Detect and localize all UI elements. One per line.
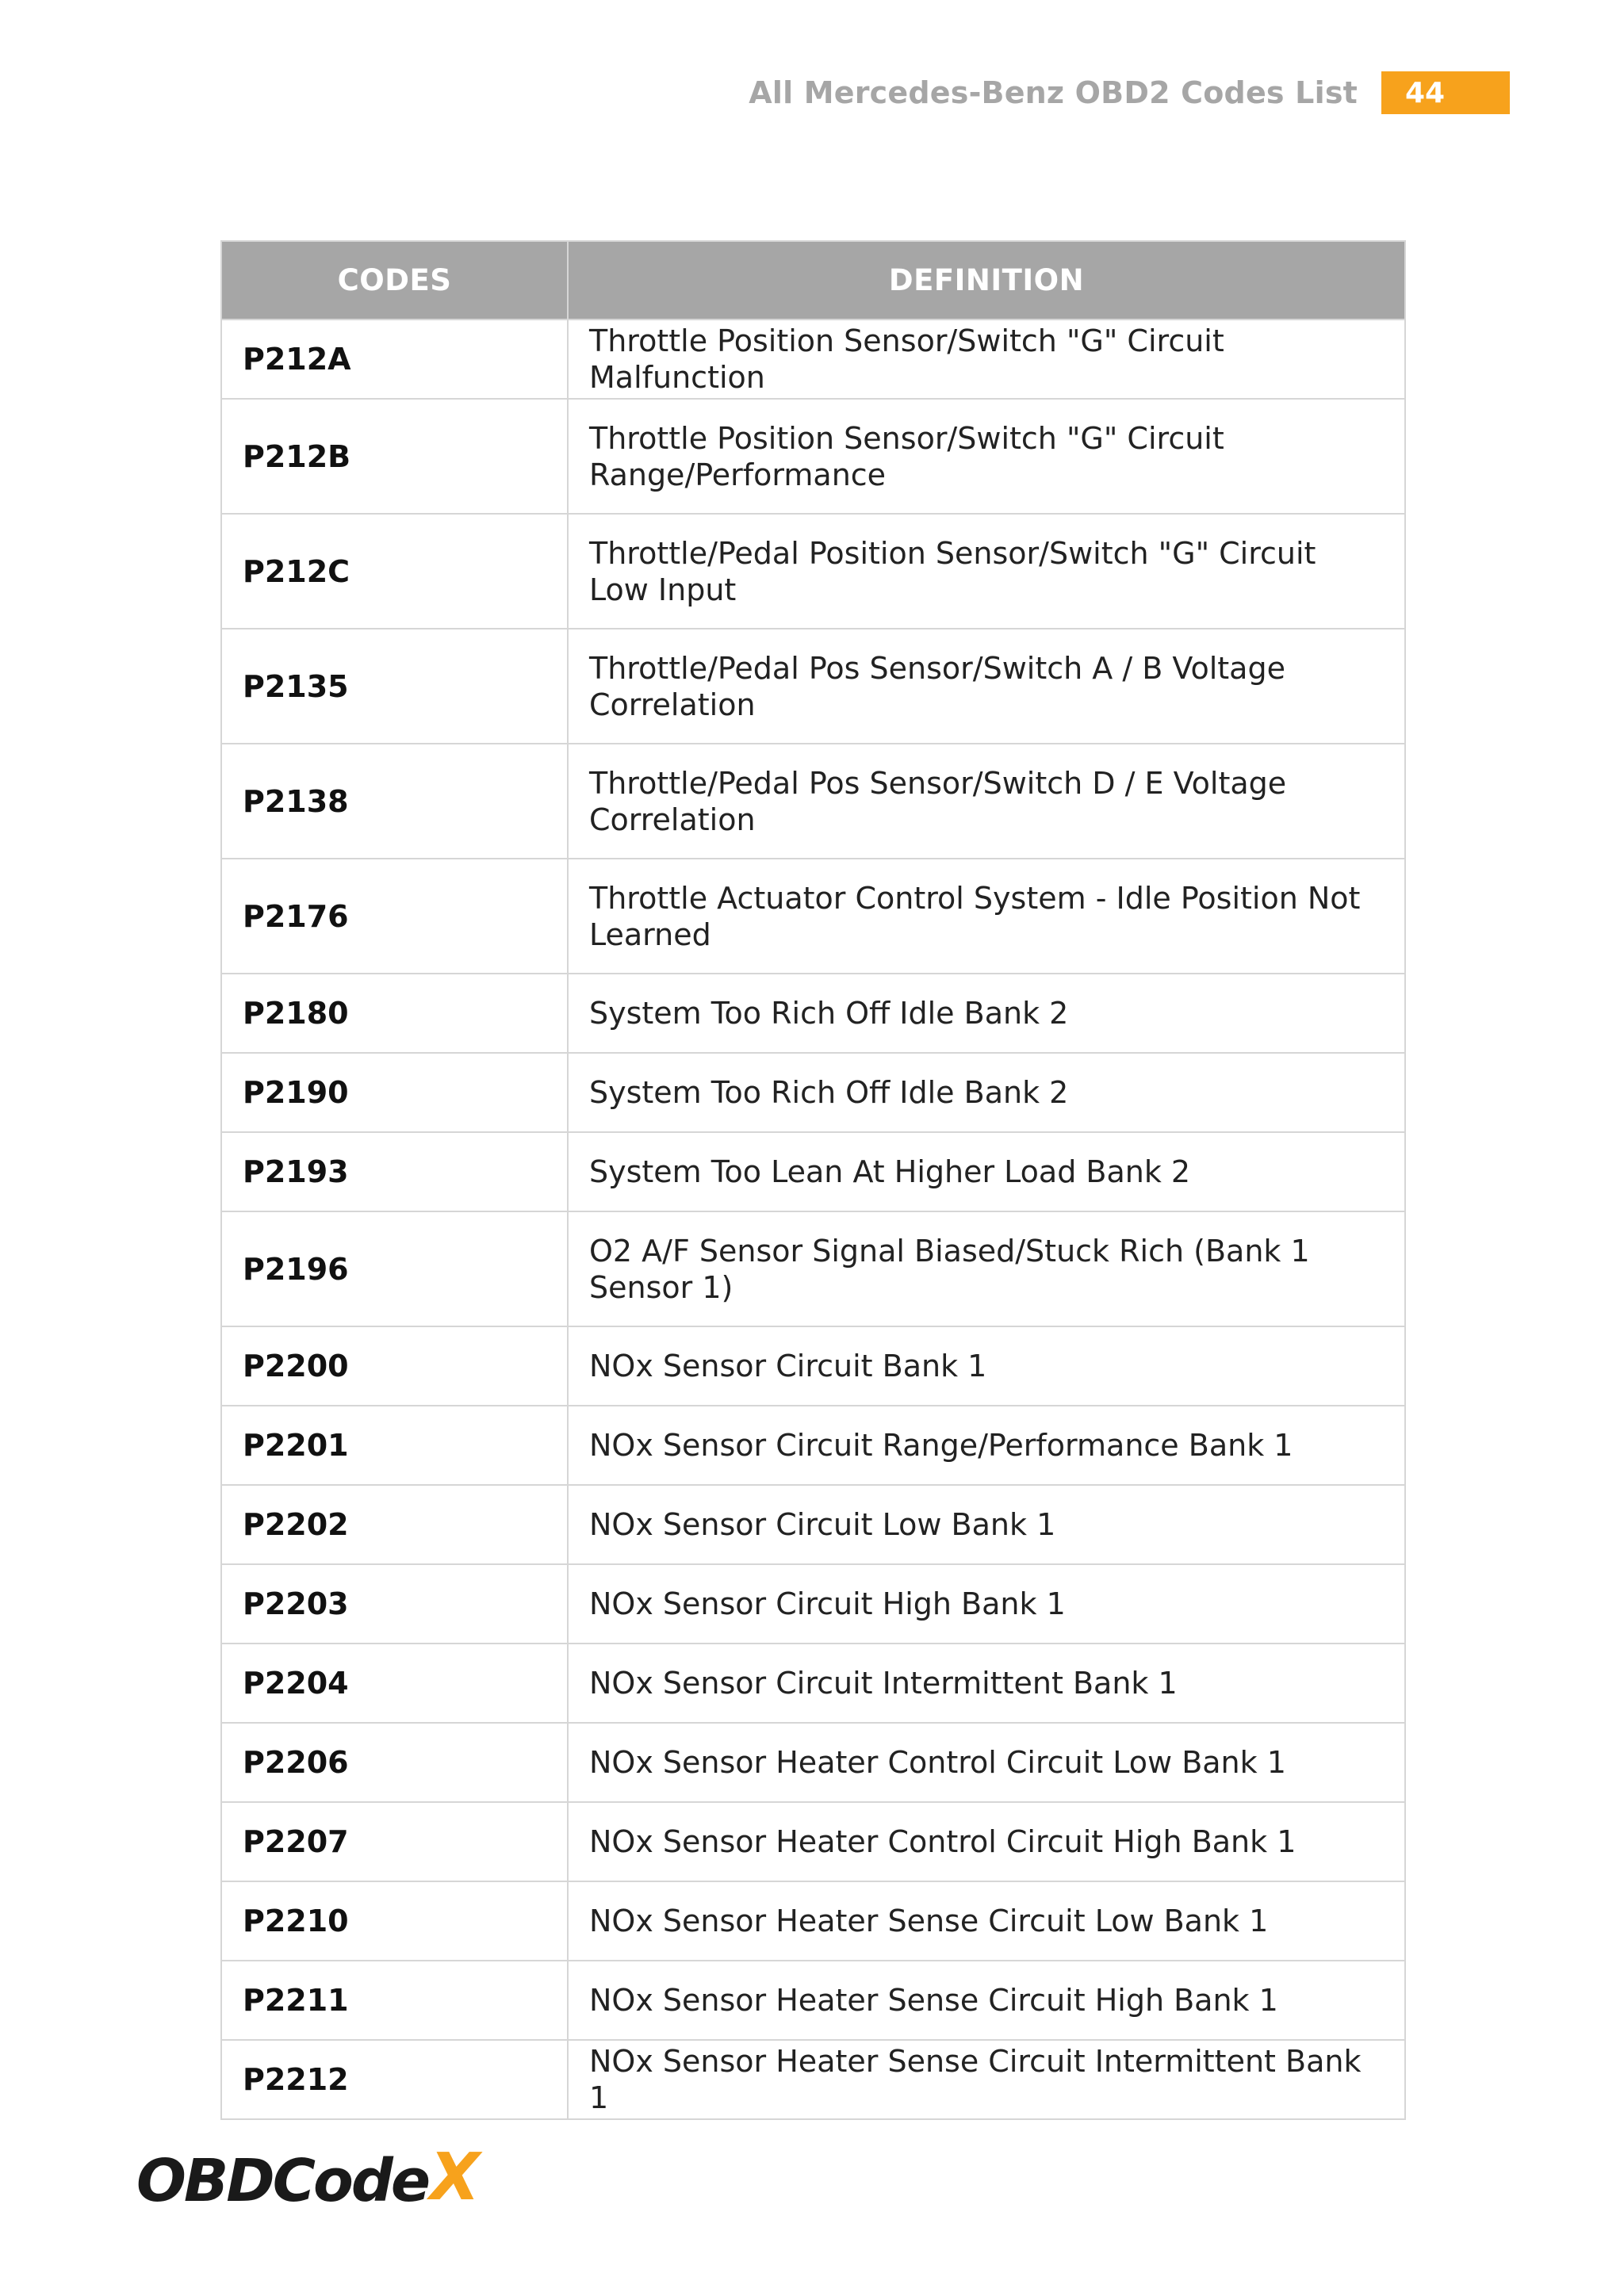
page-header [749,71,1510,114]
code-cell: P2212 [221,2040,568,2119]
code-cell: P2211 [221,1961,568,2040]
code-cell: P2202 [221,1485,568,1564]
table-header-row [221,241,1405,320]
table-row [221,320,1405,399]
page-number-badge: 44 [1381,71,1510,114]
code-cell: P2210 [221,1881,568,1961]
logo-wordmark: OBDCode [136,2147,429,2215]
code-cell: P2138 [221,744,568,859]
definition-cell: System Too Rich Off Idle Bank 2 [568,1053,1405,1132]
code-cell: P212B [221,399,568,514]
definition-cell: NOx Sensor Heater Sense Circuit Low Bank 1 [568,1881,1405,1961]
definition-cell: Throttle/Pedal Pos Sensor/Switch A / B Voltage Correlation [568,629,1405,744]
table-row [221,1881,1405,1961]
table-row [221,629,1405,744]
code-cell: P2204 [221,1644,568,1723]
table-row [221,1053,1405,1132]
definition-cell: NOx Sensor Heater Sense Circuit High Bank 1 [568,1961,1405,2040]
table-row [221,744,1405,859]
definition-cell: NOx Sensor Heater Control Circuit Low Bank 1 [568,1723,1405,1802]
table-row [221,974,1405,1053]
code-cell: P2200 [221,1326,568,1406]
code-cell: P2206 [221,1723,568,1802]
table-row [221,1406,1405,1485]
table-row [221,1644,1405,1723]
definition-cell: System Too Rich Off Idle Bank 2 [568,974,1405,1053]
definition-cell: NOx Sensor Circuit Bank 1 [568,1326,1405,1406]
table-row [221,514,1405,629]
definition-cell: Throttle/Pedal Pos Sensor/Switch D / E Voltage Correlation [568,744,1405,859]
codes-table [220,240,1406,2120]
definition-cell: NOx Sensor Heater Control Circuit High Bank 1 [568,1802,1405,1881]
table-row [221,1485,1405,1564]
table-row [221,859,1405,974]
code-cell: P2135 [221,629,568,744]
definition-cell: NOx Sensor Circuit Intermittent Bank 1 [568,1644,1405,1723]
definition-cell: NOx Sensor Heater Sense Circuit Intermittent Bank 1 [568,2040,1405,2119]
code-cell: P2207 [221,1802,568,1881]
code-cell: P2203 [221,1564,568,1644]
table-row [221,1723,1405,1802]
logo-accent-x: X [430,2140,481,2215]
definition-cell: O2 A/F Sensor Signal Biased/Stuck Rich (Bank 1 Sensor 1) [568,1211,1405,1326]
definition-cell: Throttle Actuator Control System - Idle Position Not Learned [568,859,1405,974]
definition-cell: Throttle Position Sensor/Switch "G" Circuit Malfunction [568,320,1405,399]
obdcodex-logo [136,2140,481,2215]
code-cell: P2201 [221,1406,568,1485]
definition-cell: System Too Lean At Higher Load Bank 2 [568,1132,1405,1211]
table-row [221,1802,1405,1881]
code-cell: P2180 [221,974,568,1053]
table-row [221,399,1405,514]
code-cell: P2176 [221,859,568,974]
column-header-codes: CODES [221,241,568,320]
table-row [221,1564,1405,1644]
column-header-definition: DEFINITION [568,241,1405,320]
document-title: All Mercedes-Benz OBD2 Codes List [749,75,1358,110]
definition-cell: Throttle Position Sensor/Switch "G" Circuit Range/Performance [568,399,1405,514]
definition-cell: NOx Sensor Circuit Low Bank 1 [568,1485,1405,1564]
code-cell: P2190 [221,1053,568,1132]
definition-cell: Throttle/Pedal Position Sensor/Switch "G" Circuit Low Input [568,514,1405,629]
table-row [221,1132,1405,1211]
code-cell: P212C [221,514,568,629]
definition-cell: NOx Sensor Circuit Range/Performance Bank 1 [568,1406,1405,1485]
table-row [221,1211,1405,1326]
table-row [221,1326,1405,1406]
table-row [221,1961,1405,2040]
code-cell: P212A [221,320,568,399]
table-row [221,2040,1405,2119]
code-cell: P2196 [221,1211,568,1326]
code-cell: P2193 [221,1132,568,1211]
definition-cell: NOx Sensor Circuit High Bank 1 [568,1564,1405,1644]
